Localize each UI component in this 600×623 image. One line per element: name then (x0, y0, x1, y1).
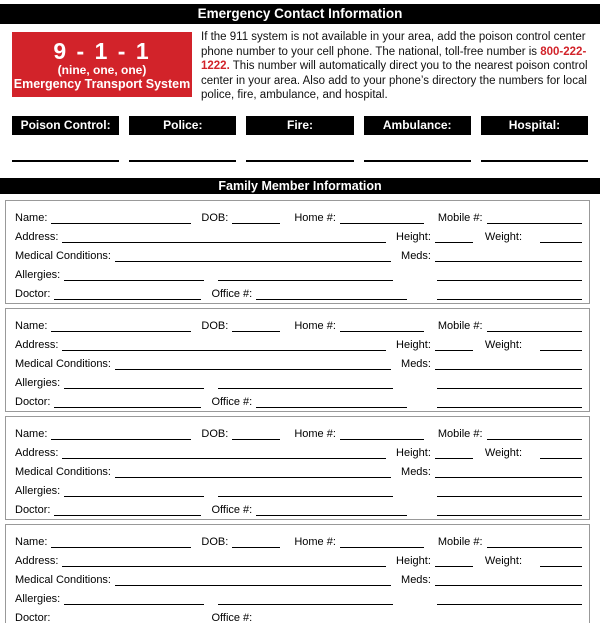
allergies-label: Allergies: (15, 376, 61, 389)
instructions-before: If the 911 system is not available in your area, add the poison control center phone number to your cell phone. The national, toll-free number is (201, 31, 586, 58)
member-row-address (15, 548, 582, 567)
allergies-blank-2 (218, 484, 393, 497)
home-phone-blank (340, 319, 424, 332)
office-phone-blank (256, 395, 407, 408)
doctor-label: Doctor: (15, 287, 51, 300)
medical-conditions-blank (115, 357, 391, 370)
member-row-name (15, 529, 582, 548)
member-row-doctor (15, 605, 582, 623)
member-row-name (15, 205, 582, 224)
allergies-blank (64, 376, 204, 389)
doctor-blank (54, 503, 201, 516)
doctor-blank (54, 287, 201, 300)
member-row-doctor (15, 497, 582, 516)
name-label: Name: (15, 319, 48, 332)
family-member-card (5, 524, 590, 623)
height-label: Height: (396, 230, 431, 243)
doctor-label: Doctor: (15, 395, 51, 408)
member-row-name (15, 421, 582, 440)
member-row-name (15, 313, 582, 332)
contact-label-fire: Fire: (246, 116, 353, 135)
home-phone-blank (340, 427, 424, 440)
badge-caption: Emergency Transport System (13, 77, 191, 91)
contact-blanks-row (12, 160, 588, 162)
mobile-phone-label: Mobile #: (437, 535, 483, 548)
member-row-medical (15, 351, 582, 370)
doctor-blank (54, 611, 201, 623)
family-sections (5, 200, 590, 623)
contact-blank-poison-control (12, 160, 119, 162)
home-phone-label: Home #: (294, 319, 336, 332)
instructions-after: This number will automatically direct you to the nearest poison control center in your area. Also add to your phone’s directory the numbers for local police, fire, ambulance, and hospital. (201, 60, 588, 101)
meds-blank-3 (437, 503, 582, 516)
meds-label: Meds: (401, 573, 431, 586)
contact-label-ambulance: Ambulance: (364, 116, 471, 135)
name-label: Name: (15, 211, 48, 224)
home-phone-label: Home #: (294, 211, 336, 224)
member-row-allergies (15, 478, 582, 497)
member-row-address (15, 440, 582, 459)
medical-conditions-blank (115, 249, 391, 262)
office-phone-label: Office #: (211, 503, 253, 516)
name-blank (51, 535, 191, 548)
address-label: Address: (15, 230, 59, 243)
family-bar (0, 178, 600, 194)
name-label: Name: (15, 535, 48, 548)
height-label: Height: (396, 338, 431, 351)
meds-blank-2 (437, 268, 582, 281)
family-member-card (5, 308, 590, 412)
mobile-phone-label: Mobile #: (437, 319, 483, 332)
instructions-text (201, 30, 588, 103)
address-label: Address: (15, 446, 59, 459)
address-blank (62, 554, 386, 567)
dob-label: DOB: (201, 319, 229, 332)
badge-number: 9 - 1 - 1 (53, 38, 151, 64)
height-label: Height: (396, 446, 431, 459)
meds-blank-2 (437, 592, 582, 605)
contact-label-hospital: Hospital: (481, 116, 588, 135)
header-bar (0, 4, 600, 24)
badge-words: (nine, one, one) (57, 63, 147, 77)
member-row-medical (15, 243, 582, 262)
address-blank (62, 446, 386, 459)
meds-blank (435, 249, 582, 262)
weight-blank (540, 554, 582, 567)
member-row-doctor (15, 389, 582, 408)
contact-label-poison-control: Poison Control: (12, 116, 119, 135)
medical-conditions-label: Medical Conditions: (15, 573, 111, 586)
home-phone-label: Home #: (294, 535, 336, 548)
doctor-blank (54, 395, 201, 408)
contact-blank-fire (246, 160, 353, 162)
home-phone-blank (340, 211, 424, 224)
contact-label-police: Police: (129, 116, 236, 135)
contact-blank-hospital (481, 160, 588, 162)
mobile-phone-blank (487, 427, 582, 440)
weight-blank (540, 338, 582, 351)
name-blank (51, 427, 191, 440)
medical-conditions-blank (115, 465, 391, 478)
weight-label: Weight: (484, 338, 522, 351)
meds-blank-3 (437, 287, 582, 300)
meds-blank-3 (437, 395, 582, 408)
family-member-card (5, 200, 590, 304)
doctor-label: Doctor: (15, 503, 51, 516)
address-label: Address: (15, 338, 59, 351)
member-row-medical (15, 459, 582, 478)
weight-label: Weight: (484, 446, 522, 459)
home-phone-blank (340, 535, 424, 548)
meds-blank (435, 465, 582, 478)
office-phone-blank (256, 611, 407, 623)
member-row-address (15, 332, 582, 351)
weight-label: Weight: (484, 230, 522, 243)
member-row-allergies (15, 370, 582, 389)
name-label: Name: (15, 427, 48, 440)
meds-blank-2 (437, 376, 582, 389)
allergies-blank (64, 268, 204, 281)
family-section-title: Family Member Information (218, 178, 382, 193)
allergies-label: Allergies: (15, 268, 61, 281)
member-row-allergies (15, 586, 582, 605)
office-phone-label: Office #: (211, 395, 253, 408)
911-badge (12, 32, 192, 97)
address-blank (62, 230, 386, 243)
contact-labels-row (12, 116, 588, 135)
medical-conditions-label: Medical Conditions: (15, 465, 111, 478)
medical-conditions-label: Medical Conditions: (15, 249, 111, 262)
mobile-phone-blank (487, 211, 582, 224)
height-blank (435, 230, 473, 243)
emergency-intro (12, 32, 588, 103)
dob-blank (232, 319, 280, 332)
allergies-blank-2 (218, 376, 393, 389)
address-label: Address: (15, 554, 59, 567)
office-phone-label: Office #: (211, 611, 253, 623)
mobile-phone-label: Mobile #: (437, 427, 483, 440)
office-phone-blank (256, 503, 407, 516)
allergies-blank (64, 592, 204, 605)
weight-blank (540, 446, 582, 459)
contact-blank-police (129, 160, 236, 162)
name-blank (51, 211, 191, 224)
office-phone-blank (256, 287, 407, 300)
allergies-blank-2 (218, 592, 393, 605)
page-title: Emergency Contact Information (197, 6, 403, 21)
mobile-phone-blank (487, 319, 582, 332)
medical-conditions-blank (115, 573, 391, 586)
meds-blank (435, 573, 582, 586)
meds-label: Meds: (401, 357, 431, 370)
doctor-label: Doctor: (15, 611, 51, 623)
dob-blank (232, 427, 280, 440)
dob-blank (232, 535, 280, 548)
meds-label: Meds: (401, 465, 431, 478)
member-row-address (15, 224, 582, 243)
mobile-phone-label: Mobile #: (437, 211, 483, 224)
family-member-card (5, 416, 590, 520)
poison-control-phone-number: 800-222-1222. (201, 45, 587, 72)
weight-blank (540, 230, 582, 243)
height-blank (435, 446, 473, 459)
meds-blank-3 (437, 611, 582, 623)
allergies-label: Allergies: (15, 592, 61, 605)
height-label: Height: (396, 554, 431, 567)
height-blank (435, 338, 473, 351)
dob-blank (232, 211, 280, 224)
meds-blank (435, 357, 582, 370)
home-phone-label: Home #: (294, 427, 336, 440)
allergies-label: Allergies: (15, 484, 61, 497)
member-row-allergies (15, 262, 582, 281)
height-blank (435, 554, 473, 567)
meds-blank-2 (437, 484, 582, 497)
allergies-blank (64, 484, 204, 497)
address-blank (62, 338, 386, 351)
meds-label: Meds: (401, 249, 431, 262)
medical-conditions-label: Medical Conditions: (15, 357, 111, 370)
allergies-blank-2 (218, 268, 393, 281)
contact-blank-ambulance (364, 160, 471, 162)
mobile-phone-blank (487, 535, 582, 548)
dob-label: DOB: (201, 535, 229, 548)
name-blank (51, 319, 191, 332)
dob-label: DOB: (201, 211, 229, 224)
member-row-doctor (15, 281, 582, 300)
weight-label: Weight: (484, 554, 522, 567)
member-row-medical (15, 567, 582, 586)
dob-label: DOB: (201, 427, 229, 440)
office-phone-label: Office #: (211, 287, 253, 300)
